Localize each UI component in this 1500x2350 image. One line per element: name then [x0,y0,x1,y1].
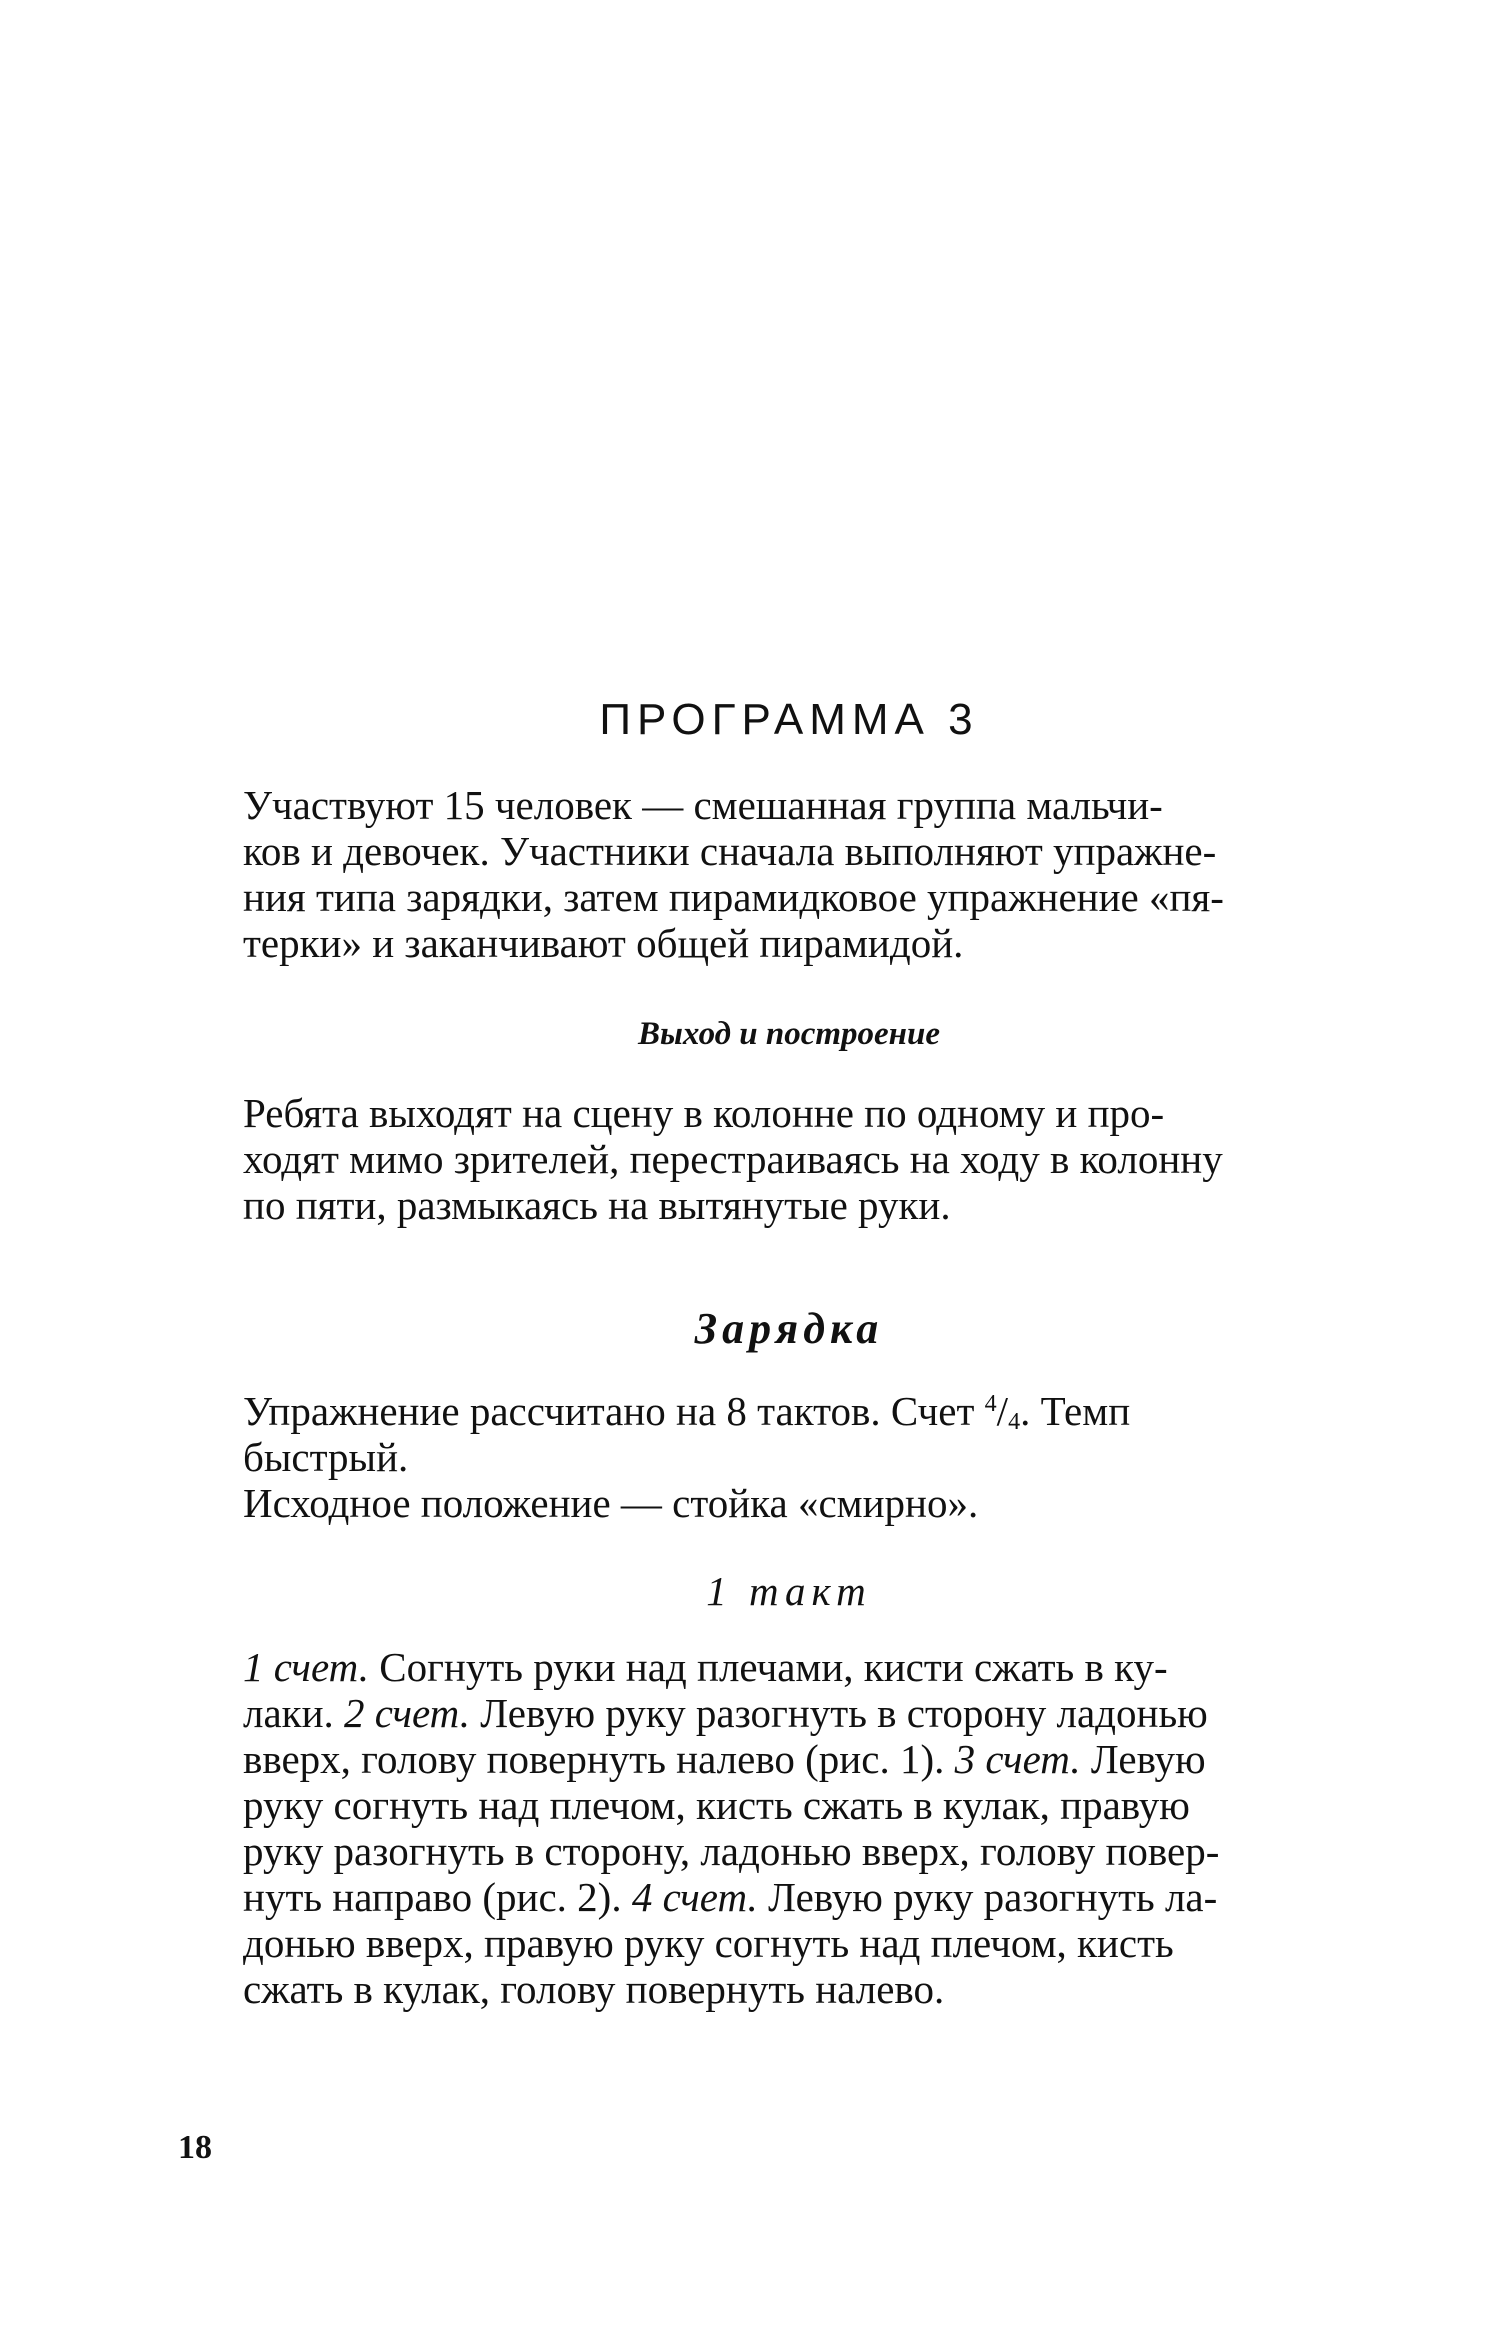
count-label: 3 счет. [954,1736,1081,1782]
exit-line: Ребята выходят на сцену в колонне по одному и про- [243,1090,1165,1136]
exercise-text: Упражнение рассчитано на 8 тактов. Счет [243,1388,985,1434]
fraction-denominator: 4 [1008,1409,1021,1435]
page-number: 18 [178,2129,212,2166]
intro-line: терки» и заканчивают общей пирамидой. [243,920,964,966]
exercise-line: быстрый. [243,1434,409,1480]
page-title: ПРОГРАММА 3 [599,695,979,744]
count-label: 1 счет. [243,1644,369,1690]
beat-text: нуть направо (рис. 2). [243,1874,632,1920]
beat-line: сжать в кулак, голову повернуть налево. [243,1966,945,2012]
beat-text: Согнуть руки над плечами, кисти сжать в ку- [368,1644,1168,1690]
beat-line [243,1690,1335,1736]
start-position-line: Исходное положение — стойка «смирно». [243,1480,979,1526]
page-content [243,690,1335,2012]
beat-line [243,1874,1335,1920]
exercise-text: . Темп [1020,1388,1131,1434]
count-label: 2 счет. [344,1690,471,1736]
beat-line: руку согнуть над плечом, кисть сжать в кулак, правую [243,1782,1190,1828]
beat-line: донью вверх, правую руку согнуть над плечом, кисть [243,1920,1174,1966]
exit-line: ходят мимо зрителей, перестраиваясь на ходу в колонну [243,1136,1223,1182]
beat-paragraph [243,1644,1335,2012]
exercise-paragraph [243,1388,1335,1526]
beat-heading: 1 такт [706,1568,872,1614]
intro-paragraph [243,782,1335,966]
fraction-numerator: 4 [984,1391,997,1417]
intro-line: Участвуют 15 человек — смешанная группа мальчи- [243,782,1163,828]
beat-line [243,1736,1335,1782]
subheading-exit: Выход и построение [637,1016,940,1052]
count-label: 4 счет. [631,1874,758,1920]
section-heading: Зарядка [694,1304,884,1353]
exit-paragraph [243,1090,1335,1228]
intro-line: ния типа зарядки, затем пирамидковое упражнение «пя- [243,874,1224,920]
beat-text: Левую руку разогнуть в сторону ладонью [470,1690,1208,1736]
exercise-line: Упражнение рассчитано на 8 тактов. Счет $^4/_4$. Темп [243,1388,1131,1435]
beat-text: лаки. [243,1690,345,1736]
beat-text: вверх, голову повернуть налево (рис. 1). [243,1736,955,1782]
beat-text: Левую [1080,1736,1206,1782]
exit-line: по пяти, размыкаясь на вытянутые руки. [243,1182,951,1228]
beat-line: руку разогнуть в сторону, ладонью вверх, голову повер- [243,1828,1220,1874]
beat-text: Левую руку разогнуть ла- [757,1874,1218,1920]
beat-line [243,1644,1335,1690]
intro-line: ков и девочек. Участники сначала выполняют упражне- [243,828,1217,874]
